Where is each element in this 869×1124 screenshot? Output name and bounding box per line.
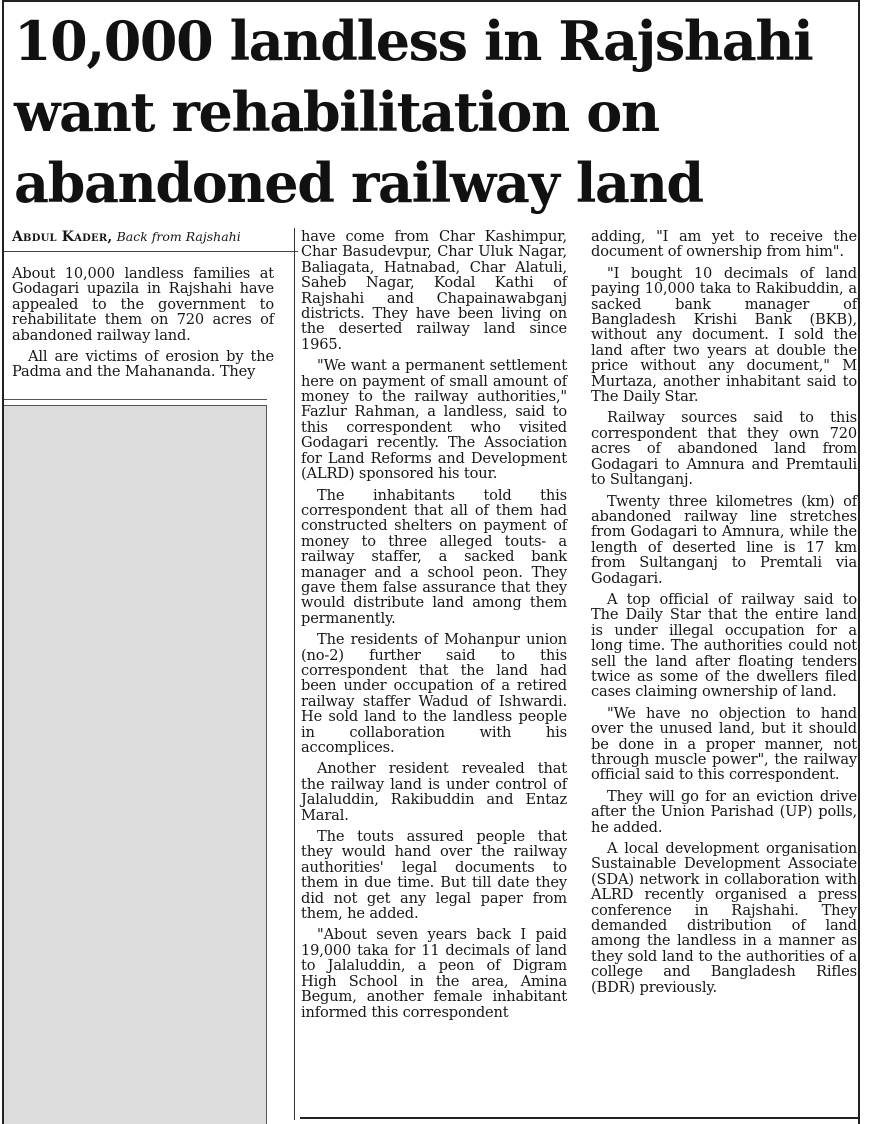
article-paragraph: "We want a permanent settlement here on payment of small amount of money to the railway authorities," Fazlur Rahman, a landless, said to this correspondent who visited Godagari recently. The Association for Land Reforms and Development (ALRD) sponsored his tour.	[301, 357, 567, 483]
headline	[14, 6, 854, 219]
byline-author: Abdul Kader,	[12, 229, 113, 245]
article-paragraph: Another resident revealed that the railway land is under control of Jalaluddin, Rakibuddin and Entaz Maral.	[301, 760, 567, 824]
byline-rule	[4, 251, 298, 252]
photo-placeholder	[4, 405, 267, 1124]
article-paragraph: Twenty three kilometres (km) of abandoned railway line stretches from Godagari to Amnura, while the length of deserted line is 17 km from Sultanganj to Premtali via Godagari.	[591, 492, 857, 587]
headline-line: 10,000 landless in Rajshahi	[14, 9, 813, 73]
article-paragraph: adding, "I am yet to receive the document of ownership from him".	[591, 228, 857, 261]
headline-line: want rehabilitation on	[14, 80, 659, 144]
article-paragraph: The touts assured people that they would hand over the railway authorities' legal documents to them in due time. But till date they did not get any legal paper from them, he added.	[301, 828, 567, 923]
article-paragraph: They will go for an eviction drive after the Union Parishad (UP) polls, he added.	[591, 787, 857, 836]
article-column-2	[301, 229, 567, 1026]
article-paragraph: About 10,000 landless families at Godagari upazila in Rajshahi have appealed to the government to rehabilitate them on 720 acres of abandoned railway land.	[12, 265, 274, 344]
top-border-rule	[2, 0, 860, 2]
article-paragraph: "We have no objection to hand over the unused land, but it should be done in a proper manner, not through muscle power", the railway official said to this correspondent.	[591, 704, 857, 784]
byline-dateline: Back from Rajshahi	[116, 229, 241, 244]
article-paragraph: "I bought 10 decimals of land paying 10,000 taka to Rakibuddin, a sacked bank manager of Bangladesh Krishi Bank (BKB), without any document. I sold the land after two years at double the price without any document," M Murtaza, another inhabitant said to The Daily Star.	[591, 264, 857, 406]
article-paragraph: Railway sources said to this correspondent that they own 720 acres of abandoned land from Godagari to Amnura and Premtauli to Sultanganj.	[591, 409, 857, 489]
headline-line: abandoned railway land	[14, 151, 703, 215]
photo-top-rule	[4, 399, 267, 400]
article-paragraph: have come from Char Kashimpur, Char Basudevpur, Char Uluk Nagar, Baliagata, Hatnabad, Char Alatuli, Saheb Nagar, Kodal Kathi of Rajshahi and Chapainawabganj districts. They have been living on the deserted railway land since 1965.	[301, 228, 567, 353]
article-paragraph: The inhabitants told this correspondent that all of them had constructed shelters on payment of money to three alleged touts- a railway staffer, a sacked bank manager and a school peon. They gave them false assurance that they would distribute land among them permanently.	[301, 486, 567, 627]
article-paragraph: "About seven years back I paid 19,000 taka for 11 decimals of land to Jalaluddin, a peon of Digram High School in the area, Amina Begum, another female inhabitant informed this correspondent	[301, 926, 567, 1021]
article-paragraph: A local development organisation Sustainable Development Associate (SDA) network in collaboration with ALRD recently organised a press conference in Rajshahi. They demanded distribution of land among the landless in a manner as they sold land to the authorities of a college and Bangladesh Rifles (BDR) previously.	[591, 840, 857, 996]
column-separator	[294, 228, 295, 1120]
article-column-3	[591, 229, 857, 1001]
article-paragraph: The residents of Mohanpur union (no-2) further said to this correspondent that the land had been under occupation of a retired railway staffer Wadud of Ishwardi. He sold land to the landless people in collaboration with his accomplices.	[301, 631, 567, 756]
article-paragraph: All are victims of erosion by the Padma and the Mahananda. They	[12, 348, 274, 381]
article-column-1	[12, 266, 274, 386]
byline	[12, 228, 292, 247]
article-paragraph: A top official of railway said to The Daily Star that the entire land is under illegal occupation for a long time. The authorities could not sell the land after floating tenders twice as some of the dwellers filed cases claiming ownership of land.	[591, 590, 857, 701]
right-border-rule	[858, 0, 860, 1124]
bottom-border-rule	[300, 1117, 858, 1119]
